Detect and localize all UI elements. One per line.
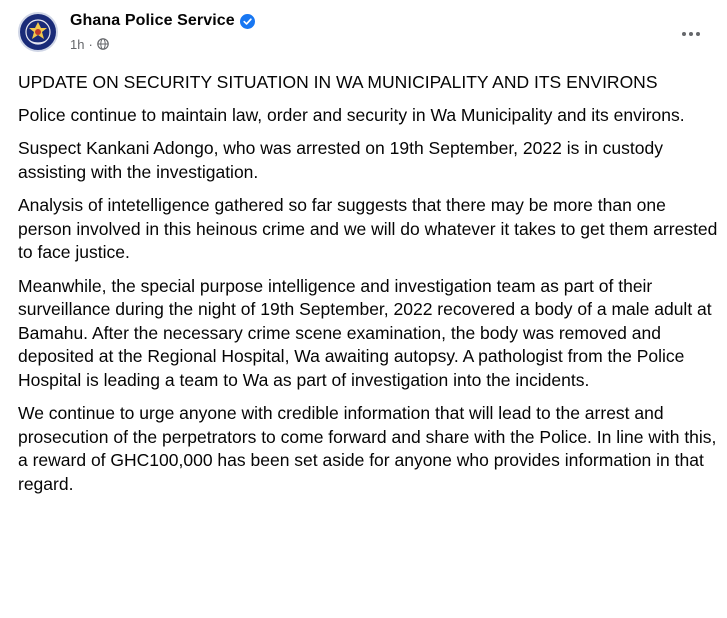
verified-badge-icon [240, 14, 255, 29]
post-paragraph: Police continue to maintain law, order and security in Wa Municipality and its environs. [18, 104, 685, 125]
post-paragraph-title: UPDATE ON SECURITY SITUATION IN WA MUNICIPALITY AND ITS ENVIRONS [18, 72, 658, 92]
more-dot [682, 32, 686, 36]
post-paragraph: Analysis of intetelligence gathered so far suggests that there may be more than one person involved in this heinous crime and we will do whatever it takes to get them arrested to face justice. [18, 195, 718, 262]
more-dot [696, 32, 700, 36]
page-avatar[interactable] [18, 12, 58, 52]
page-name-link[interactable]: Ghana Police Service [70, 12, 235, 29]
more-options-button[interactable] [677, 20, 705, 48]
more-dot [689, 32, 693, 36]
post-header [18, 10, 255, 60]
post-body [18, 71, 718, 506]
post-paragraph: We continue to urge anyone with credible information that will lead to the arrest and prosecution of the perpetrators to come forward and share with the Police. In line with this, a reward of GHC100,000 has been set aside for anyone who provides information in that regard. [18, 403, 717, 494]
separator-dot: · [88, 36, 93, 52]
post-paragraph: Meanwhile, the special purpose intelligence and investigation team as part of their surveillance during the night of 19th September, 2022 recovered a body of a male adult at Bamahu. After the necessary crime scene examination, the body was removed and deposited at the Regional Hospital, Wa awaiting autopsy. A pathologist from the Police Hospital is leading a team to Wa as part of investigation into the incidents. [18, 275, 712, 390]
police-crest-icon [20, 14, 56, 50]
post-timestamp-link[interactable]: 1h [70, 36, 85, 52]
globe-icon[interactable] [97, 38, 109, 50]
post-meta [70, 10, 255, 53]
post-subline [70, 35, 255, 53]
name-row [70, 10, 255, 32]
post-paragraph: Suspect Kankani Adongo, who was arrested on 19th September, 2022 is in custody assisting with the investigation. [18, 138, 663, 182]
